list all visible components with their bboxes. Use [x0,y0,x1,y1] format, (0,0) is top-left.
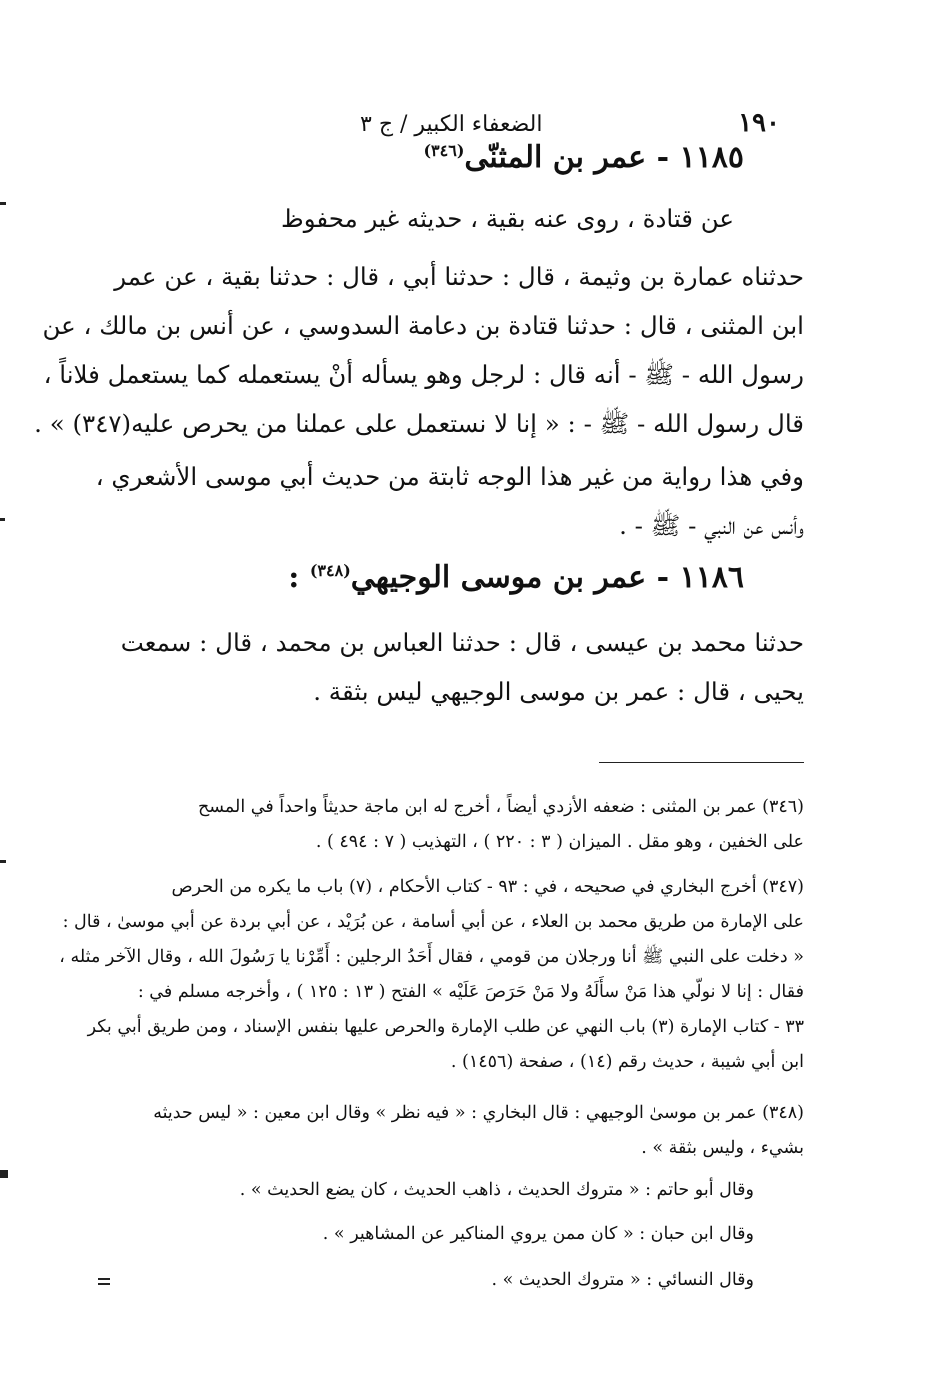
text-line: وأنس عن النبي - ﷺ - . [619,511,804,540]
margin-mark [0,518,5,521]
footnote [59,870,804,1080]
margin-mark [0,202,6,205]
text-line: ابن المثنى ، قال : حدثنا قتادة بن دعامة السدوسي ، عن أنس بن مالك ، عن [42,311,804,340]
body-paragraph [95,452,804,550]
text-line: حدثناه عمارة بن وثيمة ، قال : حدثنا أبي ، قال : حدثنا بقية ، عن عمر [114,262,804,291]
body-paragraph [114,618,804,716]
footnote-line: ابن أبي شيبة ، حديث رقم (١٤) ، صفحة (١٤٥٦) . [450,1052,804,1072]
running-title: الضعفاء الكبير / ج ٣ [360,112,543,137]
text-line: قال رسول الله - ﷺ - : « إنا لا نستعمل على عملنا من يحرص عليه(٣٤٧) » . [34,409,804,438]
text-line: وفي هذا رواية من غير هذا الوجه ثابتة من حديث أبي موسى الأشعري ، [95,462,804,491]
footnote-line: على الخفين ، وهو مقل . الميزان ( ٣ : ٢٢٠ ) ، التهذيب ( ٧ : ٤٩٤ ) . [315,832,804,852]
footnote-quote: وقال أبو حاتم : « متروك الحديث ، ذاهب الحديث ، كان يضع الحديث » . [239,1180,754,1200]
text-line: رسول الله - ﷺ - أنه قال : لرجل وهو يسأله أنْ يستعمله كما يستعمل فلاناً ، [43,360,804,389]
footnote-line: على الإمارة من طريق محمد بن العلاء ، عن أبي أسامة ، عن بُرَيْد ، عن أبي بردة عن أبي موسىٰ ، قال : [62,912,804,932]
text-line: يحيى ، قال : عمر بن موسى الوجيهي ليس بثقة . [313,677,804,706]
entry-heading [423,140,744,175]
margin-mark [0,860,6,863]
footnote-line: ٣٣ - كتاب الإمارة (٣) باب النهي عن طلب الإمارة والحرص عليها بنفس الإسناد ، ومن طريق أبي بكر [87,1017,804,1037]
text-line: عن قتادة ، روى عنه بقية ، حديثه غير محفوظ [281,204,734,233]
footnote-ref: (٣٤٦) [423,141,465,160]
footnote-line: « دخلت على النبي ﷺ أنا ورجلان من قومي ، فقال أَحَدُ الرجلين : أَمِّرْنا يا رَسُولَ الله ، وقال الآخر مثله ، [59,947,804,967]
footnote [104,1096,804,1166]
page-number: ١٩٠ [738,108,780,138]
footnote-separator [599,762,804,763]
footnote-quote: وقال ابن حبان : « كان ممن يروي المناكير عن المشاهير » . [322,1224,754,1244]
footnote-line: (٣٤٧) أخرج البخاري في صحيحه ، في : ٩٣ - كتاب الأحكام ، (٧) باب ما يكره من الحرص [171,877,804,897]
body-paragraph [34,252,804,448]
entry-heading-text: ١١٨٥ - عمر بن المثنّى [464,140,744,175]
entry-heading [288,560,744,595]
footnote-line: بشيء ، وليس بثقة » . [641,1138,804,1158]
entry-heading-suffix: : [288,560,310,595]
footnote-line: فقال : إنا لا نولّي هذا مَنْ سأَلَهُ ولا مَنْ حَرَصَ عَلَيْه » الفتح ( ١٣ : ١٢٥ ) ، وأخرجه مسلم في : [137,982,804,1002]
footnote-ref: (٣٤٨) [309,561,351,580]
entry-heading-text: ١١٨٦ - عمر بن موسى الوجيهي [350,560,744,595]
margin-mark [98,1278,110,1280]
text-line: حدثنا محمد بن عيسى ، قال : حدثنا العباس بن محمد ، قال : سمعت [120,628,804,657]
footnote [104,790,804,860]
body-paragraph [134,194,734,243]
footnote-line: (٣٤٦) عمر بن المثنى : ضعفه الأزدي أيضاً ، أخرج له ابن ماجة حديثاً واحداً في المسح [198,797,804,817]
footnote-line: (٣٤٨) عمر بن موسىٰ الوجيهي : قال البخاري : « فيه نظر » وقال ابن معين : « ليس حديثه [153,1103,804,1123]
footnote-quote: وقال النسائي : « متروك الحديث » . [491,1270,754,1290]
page-header [360,108,780,144]
margin-mark [0,1170,8,1178]
margin-mark [98,1283,110,1285]
